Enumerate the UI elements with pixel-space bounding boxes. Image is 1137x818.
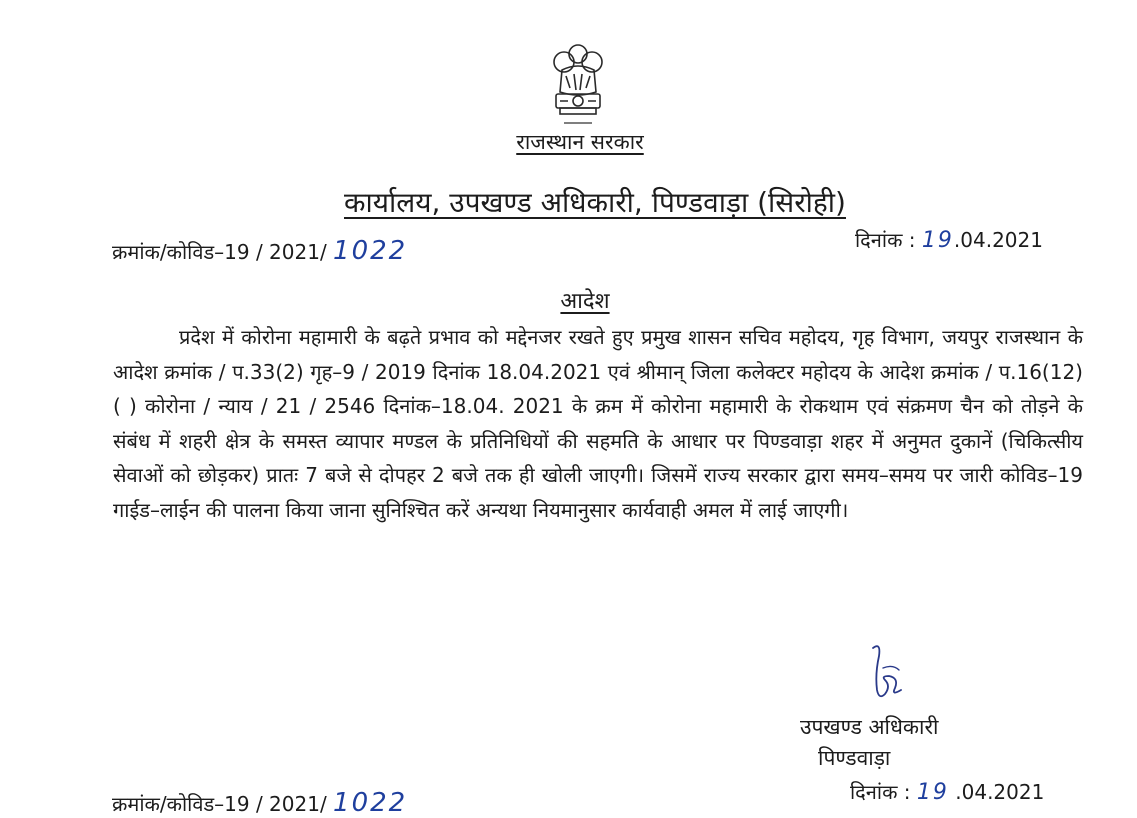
footer-reference-date <box>850 778 1044 805</box>
reference-number-prefix: क्रमांक/कोविड–19 / 2021/ <box>112 240 327 264</box>
reference-number <box>112 236 407 266</box>
ashoka-emblem-icon <box>540 40 616 136</box>
reference-number-handwritten: 1022 <box>333 236 408 266</box>
footer-date-label: दिनांक : <box>850 780 911 804</box>
footer-reference-handwritten: 1022 <box>333 788 408 818</box>
date-label: दिनांक : <box>855 228 916 252</box>
office-title: कार्यालय, उपखण्ड अधिकारी, पिण्डवाड़ा (सिरोही) <box>344 186 846 219</box>
order-heading: आदेश <box>560 289 610 314</box>
reference-date <box>855 226 1043 253</box>
order-body: प्रदेश में कोरोना महामारी के बढ़ते प्रभाव को मद्देनजर रखते हुए प्रमुख शासन सचिव महोदय, गृह विभाग, जयपुर राजस्थान के आदेश क्रमांक / प.33(2) गृह–9 / 2019 दिनांक 18.04.2021 एवं श्रीमान् जिला कलेक्टर महोदय के आदेश क्रमांक / प.16(12)( ) कोरोना / न्याय / 21 / 2546 दिनांक–18.04. 2021 के क्रम में कोरोना महामारी के रोकथाम एवं संक्रमण चैन को तोड़ने के संबंध में शहरी क्षेत्र के समस्त व्यापार मण्डल के प्रतिनिधियों की सहमति के आधार पर पिण्डवाड़ा शहर में अनुमत दुकानें (चिकित्सीय सेवाओं को छोड़कर) प्रातः 7 बजे से दोपहर 2 बजे तक ही खोली जाएगी। जिसमें राज्य सरकार द्वारा समय–समय पर जारी कोविड–19 गाईड–लाईन की पालना किया जाना सुनिश्चित करें अन्यथा नियमानुसार कार्यवाही अमल में लाई जाएगी। <box>113 325 1083 522</box>
footer-reference-number <box>112 788 407 818</box>
handwritten-signature-icon <box>855 640 925 710</box>
state-emblem <box>540 40 616 136</box>
signature <box>855 640 925 710</box>
signatory-title: उपखण्ड अधिकारी <box>800 715 939 739</box>
date-day-handwritten: 19 <box>921 228 954 253</box>
government-name: राजस्थान सरकार <box>516 130 644 154</box>
signatory-place: पिण्डवाड़ा <box>818 746 891 770</box>
date-rest: .04.2021 <box>953 228 1043 252</box>
footer-date-day-handwritten: 19 <box>916 780 949 805</box>
footer-date-rest: .04.2021 <box>948 780 1045 804</box>
footer-reference-prefix: क्रमांक/कोविड–19 / 2021/ <box>112 792 327 816</box>
